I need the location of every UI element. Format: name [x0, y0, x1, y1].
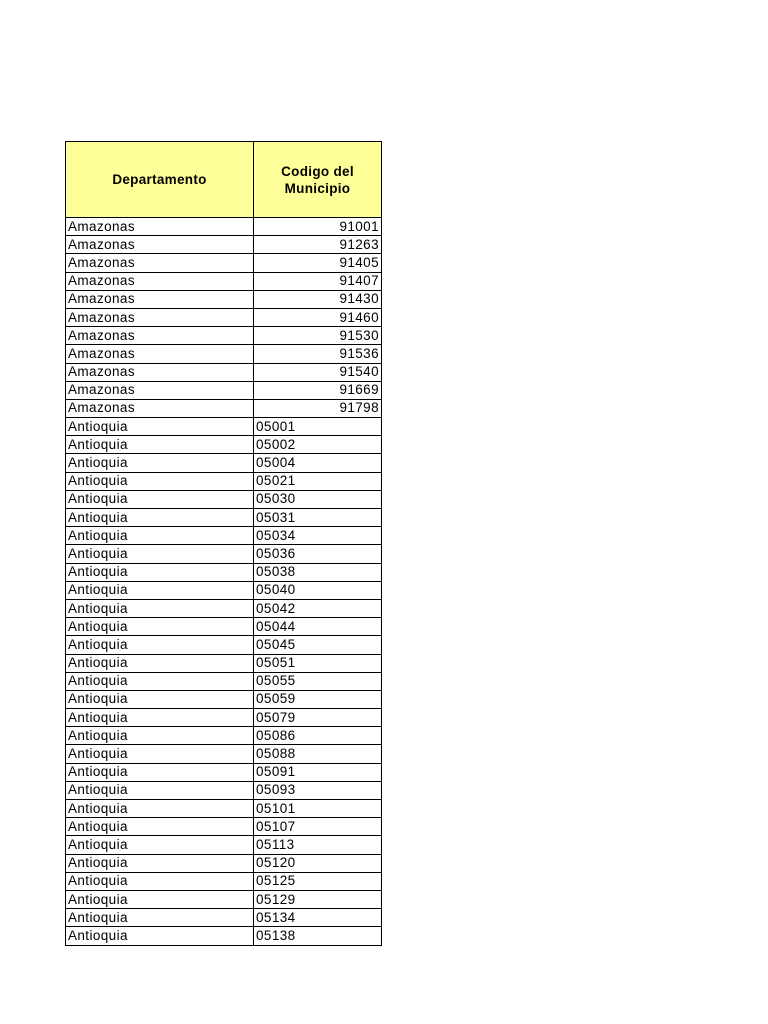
table-row — [66, 236, 382, 254]
departamento-cell[interactable]: Antioquia — [66, 927, 254, 945]
codigo-municipio-cell[interactable]: 05129 — [254, 890, 382, 908]
table-row — [66, 218, 382, 236]
table-row — [66, 836, 382, 854]
departamento-cell[interactable]: Amazonas — [66, 327, 254, 345]
codigo-municipio-cell[interactable]: 05088 — [254, 745, 382, 763]
departamento-cell[interactable]: Antioquia — [66, 763, 254, 781]
table-row — [66, 581, 382, 599]
table-row — [66, 381, 382, 399]
table-row — [66, 854, 382, 872]
codigo-municipio-cell[interactable]: 91798 — [254, 399, 382, 417]
table-row — [66, 800, 382, 818]
table-row — [66, 599, 382, 617]
table-row — [66, 636, 382, 654]
table-row — [66, 308, 382, 326]
table-row — [66, 781, 382, 799]
codigo-municipio-cell[interactable]: 05107 — [254, 818, 382, 836]
codigo-municipio-cell[interactable]: 91430 — [254, 290, 382, 308]
table-header-row — [66, 142, 382, 218]
table-row — [66, 763, 382, 781]
title-clip-region — [0, 0, 381, 140]
table-row — [66, 363, 382, 381]
departamento-cell[interactable]: Antioquia — [66, 581, 254, 599]
codigo-municipio-cell[interactable]: 91460 — [254, 308, 382, 326]
table-row — [66, 527, 382, 545]
column-header-codigo: Codigo del Municipio — [254, 142, 382, 218]
codigo-municipio-cell[interactable]: 05045 — [254, 636, 382, 654]
codigo-municipio-cell[interactable]: 05042 — [254, 599, 382, 617]
departamento-cell[interactable]: Antioquia — [66, 818, 254, 836]
departamento-cell[interactable]: Amazonas — [66, 290, 254, 308]
departamento-cell[interactable]: Antioquia — [66, 618, 254, 636]
departamento-cell[interactable]: Amazonas — [66, 381, 254, 399]
table-row — [66, 890, 382, 908]
table-row — [66, 909, 382, 927]
codigo-municipio-cell[interactable]: 91405 — [254, 254, 382, 272]
table-row — [66, 818, 382, 836]
departamento-cell[interactable]: Antioquia — [66, 781, 254, 799]
codigo-municipio-cell[interactable]: 05038 — [254, 563, 382, 581]
departamento-cell[interactable]: Antioquia — [66, 836, 254, 854]
codigo-municipio-cell[interactable]: 05051 — [254, 654, 382, 672]
departamento-cell[interactable]: Antioquia — [66, 709, 254, 727]
codigo-municipio-cell[interactable]: 05101 — [254, 800, 382, 818]
codigo-municipio-cell[interactable]: 05036 — [254, 545, 382, 563]
departamento-cell[interactable]: Amazonas — [66, 363, 254, 381]
codigo-municipio-cell[interactable]: 05138 — [254, 927, 382, 945]
codigo-municipio-cell[interactable]: 05091 — [254, 763, 382, 781]
departamento-cell[interactable]: Antioquia — [66, 890, 254, 908]
codigo-municipio-cell[interactable]: 91530 — [254, 327, 382, 345]
departamento-cell[interactable]: Antioquia — [66, 727, 254, 745]
table-row — [66, 563, 382, 581]
departamento-cell[interactable]: Antioquia — [66, 654, 254, 672]
table-row — [66, 254, 382, 272]
codigo-municipio-cell[interactable]: 05093 — [254, 781, 382, 799]
table-row — [66, 727, 382, 745]
departamento-cell[interactable]: Antioquia — [66, 490, 254, 508]
departamento-cell[interactable]: Antioquia — [66, 436, 254, 454]
table-row — [66, 927, 382, 945]
table-row — [66, 436, 382, 454]
table-row — [66, 672, 382, 690]
table-row — [66, 709, 382, 727]
table-row — [66, 345, 382, 363]
table-row — [66, 472, 382, 490]
municipality-table — [65, 141, 382, 946]
departamento-cell[interactable]: Antioquia — [66, 545, 254, 563]
codigo-municipio-cell[interactable]: 05134 — [254, 909, 382, 927]
codigo-municipio-cell[interactable]: 91669 — [254, 381, 382, 399]
codigo-municipio-cell[interactable]: 05030 — [254, 490, 382, 508]
departamento-cell[interactable]: Antioquia — [66, 472, 254, 490]
table-row — [66, 399, 382, 417]
codigo-municipio-cell[interactable]: 05055 — [254, 672, 382, 690]
departamento-cell[interactable]: Amazonas — [66, 236, 254, 254]
departamento-cell[interactable]: Amazonas — [66, 218, 254, 236]
codigo-municipio-cell[interactable]: 05086 — [254, 727, 382, 745]
departamento-cell[interactable]: Amazonas — [66, 254, 254, 272]
departamento-cell[interactable]: Antioquia — [66, 509, 254, 527]
table-row — [66, 745, 382, 763]
table-row — [66, 272, 382, 290]
codigo-municipio-cell[interactable]: 05040 — [254, 581, 382, 599]
codigo-municipio-cell[interactable]: 91540 — [254, 363, 382, 381]
departamento-cell[interactable]: Antioquia — [66, 527, 254, 545]
codigo-municipio-cell[interactable]: 05059 — [254, 690, 382, 708]
departamento-cell[interactable]: Amazonas — [66, 308, 254, 326]
codigo-municipio-cell[interactable]: 91536 — [254, 345, 382, 363]
table-row — [66, 490, 382, 508]
codigo-municipio-cell[interactable]: 91407 — [254, 272, 382, 290]
departamento-cell[interactable]: Antioquia — [66, 690, 254, 708]
departamento-cell[interactable]: Antioquia — [66, 599, 254, 617]
departamento-cell[interactable]: Antioquia — [66, 745, 254, 763]
codigo-municipio-cell[interactable]: 05021 — [254, 472, 382, 490]
codigo-municipio-cell[interactable]: 05079 — [254, 709, 382, 727]
codigo-municipio-cell[interactable]: 05120 — [254, 854, 382, 872]
codigo-municipio-cell[interactable]: 91263 — [254, 236, 382, 254]
departamento-cell[interactable]: Antioquia — [66, 854, 254, 872]
table-row — [66, 290, 382, 308]
table-row — [66, 618, 382, 636]
codigo-municipio-cell[interactable]: 05031 — [254, 509, 382, 527]
column-header-departamento: Departamento — [66, 142, 254, 218]
table-row — [66, 690, 382, 708]
table-row — [66, 872, 382, 890]
table-row — [66, 454, 382, 472]
codigo-municipio-cell[interactable]: 05125 — [254, 872, 382, 890]
departamento-cell[interactable]: Antioquia — [66, 563, 254, 581]
codigo-municipio-cell[interactable]: 05113 — [254, 836, 382, 854]
departamento-cell[interactable]: Amazonas — [66, 345, 254, 363]
table-row — [66, 327, 382, 345]
departamento-cell[interactable]: Antioquia — [66, 800, 254, 818]
codigo-municipio-cell[interactable]: 05044 — [254, 618, 382, 636]
table-row — [66, 545, 382, 563]
departamento-cell[interactable]: Antioquia — [66, 909, 254, 927]
table-row — [66, 418, 382, 436]
codigo-municipio-cell[interactable]: 05004 — [254, 454, 382, 472]
departamento-cell[interactable]: Antioquia — [66, 672, 254, 690]
departamento-cell[interactable]: Amazonas — [66, 272, 254, 290]
departamento-cell[interactable]: Amazonas — [66, 399, 254, 417]
codigo-municipio-cell[interactable]: 05001 — [254, 418, 382, 436]
table-body — [66, 218, 382, 946]
departamento-cell[interactable]: Antioquia — [66, 636, 254, 654]
table-row — [66, 654, 382, 672]
departamento-cell[interactable]: Antioquia — [66, 418, 254, 436]
codigo-municipio-cell[interactable]: 05002 — [254, 436, 382, 454]
codigo-municipio-cell[interactable]: 05034 — [254, 527, 382, 545]
departamento-cell[interactable]: Antioquia — [66, 454, 254, 472]
codigo-municipio-cell[interactable]: 91001 — [254, 218, 382, 236]
table-row — [66, 509, 382, 527]
departamento-cell[interactable]: Antioquia — [66, 872, 254, 890]
